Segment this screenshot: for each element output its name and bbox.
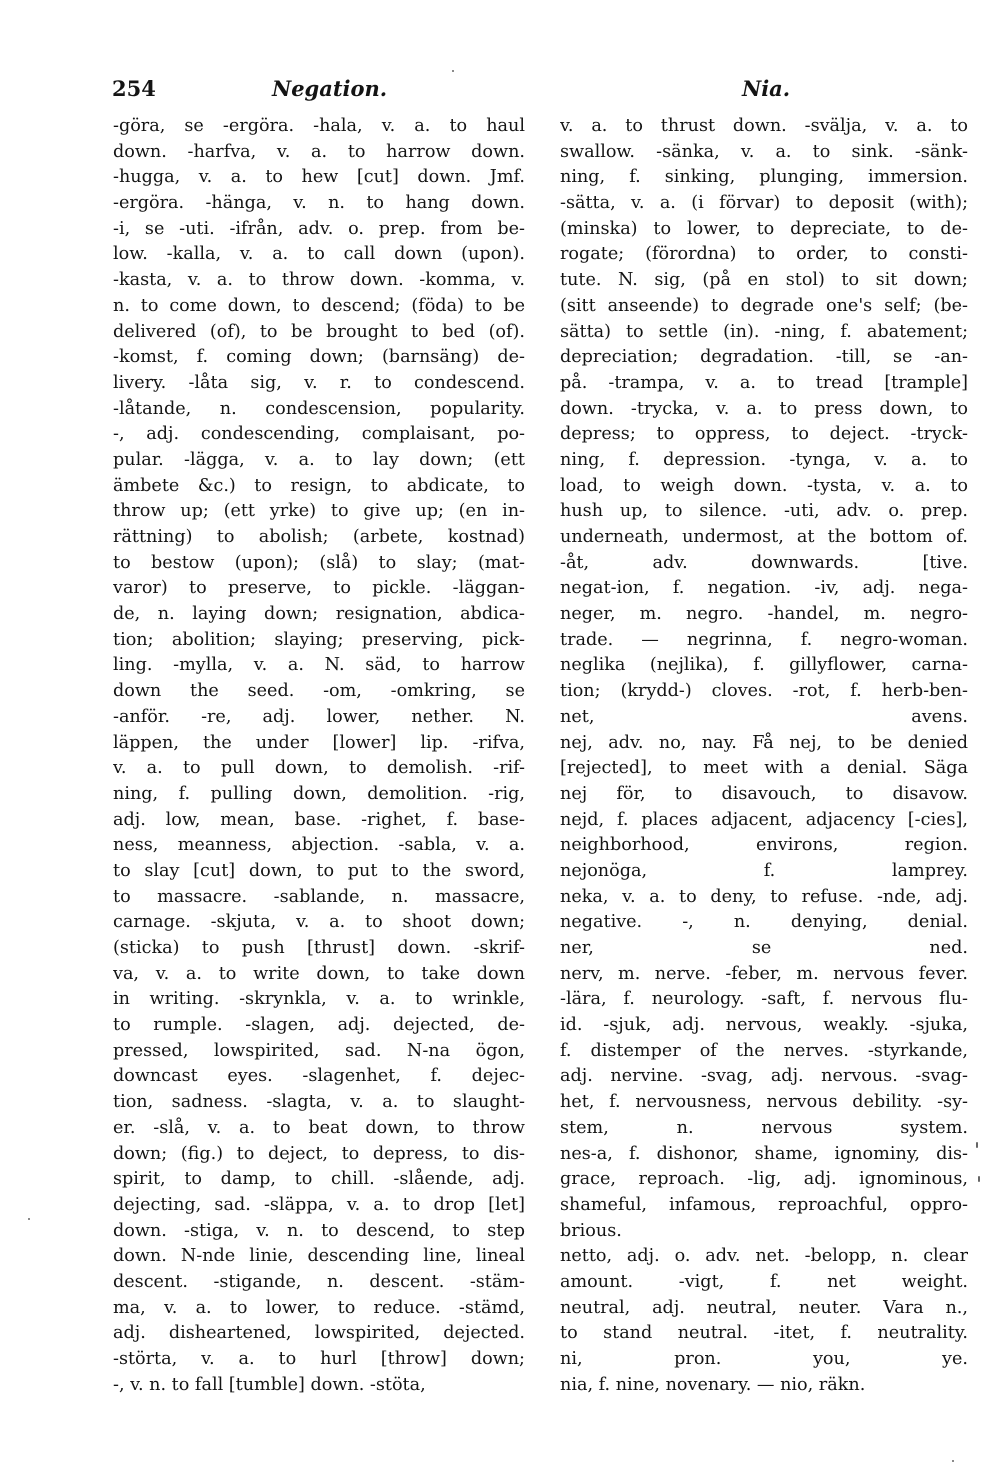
right-column-line: neka, v. a. to deny, to refuse. -nde, adj. [560,886,968,907]
left-column-line: -komst, f. coming down; (barnsäng) de- [113,347,525,368]
right-column-line: nej för, to disavouch, to disavow. [560,783,968,804]
right-column-line: -sätta, v. a. (i förvar) to deposit (with); [560,193,968,214]
right-column-line: to stand neutral. -itet, f. neutrality. [560,1323,968,1344]
left-column-line: ning, f. pulling down, demolition. -rig, [113,783,525,804]
right-column-line: nej, adv. no, nay. Få nej, to be denied [560,732,968,753]
right-column-line: netto, adj. o. adv. net. -belopp, n. clear [560,1246,968,1267]
left-column-line: ling. -mylla, v. a. N. säd, to harrow [113,655,525,676]
left-column-line: -ergöra. -hänga, v. n. to hang down. [113,193,525,214]
right-column-line: nes-a, f. dishonor, shame, ignominy, dis- [560,1143,968,1164]
left-column-line: ness, meanness, abjection. -sabla, v. a. [113,835,525,856]
left-column-line: -i, se -uti. -ifrån, adv. o. prep. from be- [113,218,525,239]
left-column-line: er. -slå, v. a. to beat down, to throw [113,1117,525,1138]
left-column-line: -hugga, v. a. to hew [cut] down. Jmf. [113,167,525,188]
left-column-line: -, v. n. to fall [tumble] down. -stöta, [113,1374,426,1395]
left-column-line: down. -stiga, v. n. to descend, to step [113,1220,525,1241]
left-column-line: delivered (of), to be brought to bed (of). [113,321,525,342]
left-column-line: to rumple. -slagen, adj. dejected, de- [113,1015,525,1036]
left-column-line: rättning) to abolish; (arbete, kostnad) [113,527,525,547]
left-column-line: down the seed. -om, -omkring, se [113,681,525,702]
right-column-line: (sitt anseende) to degrade one's self; (be- [560,295,968,316]
left-column-line: varor) to preserve, to pickle. -läggan- [113,578,525,599]
right-column-line: (minska) to lower, to depreciate, to de- [560,218,968,239]
left-column-line: -störta, v. a. to hurl [throw] down; [113,1349,525,1369]
right-column-line: depreciation; degradation. -till, se -an- [560,347,968,368]
right-column-line: tute. N. sig, (på en stol) to sit down; [560,270,968,291]
right-column-line: net, avens. [560,706,968,727]
right-column-line: trade. — negrinna, f. negro-woman. [560,629,968,650]
left-column-line: carnage. -skjuta, v. a. to shoot down; [113,912,525,933]
right-column-line: nejd, f. places adjacent, adjacency [-cies], [560,809,968,830]
left-column-line: dejecting, sad. -släppa, v. a. to drop [let] [113,1194,525,1215]
left-column-line: low. -kalla, v. a. to call down (upon). [113,244,525,265]
left-column-line: ma, v. a. to lower, to reduce. -stämd, [113,1297,525,1318]
right-column-line: negative. -, n. denying, denial. [560,912,968,933]
left-column-line: adj. disheartened, lowspirited, dejected. [113,1323,525,1344]
right-column-line: ni, pron. you, ye. [560,1349,968,1369]
left-column-line: down. N-nde linie, descending line, lineal [113,1246,525,1267]
left-column-line: v. a. to pull down, to demolish. -rif- [113,758,525,779]
left-column-line: de, n. laying down; resignation, abdica- [113,604,525,625]
left-column-line: va, v. a. to write down, to take down [113,963,525,984]
right-running-head: Nia. [742,76,791,101]
left-column-line: -anför. -re, adj. lower, nether. N. [113,706,525,727]
right-column-line: swallow. -sänka, v. a. to sink. -sänk- [560,141,968,162]
left-column-line: n. to come down, to descend; (föda) to be [113,295,525,316]
left-column-line: ämbete &c.) to resign, to abdicate, to [113,475,525,496]
left-column-line: spirit, to damp, to chill. -slående, adj. [113,1169,525,1190]
left-column-line: throw up; (ett yrke) to give up; (en in- [113,501,525,522]
left-column-line: adj. low, mean, base. -righet, f. base- [113,809,525,830]
right-column-line: -åt, adv. downwards. [tive. [560,552,968,573]
right-column-line: brious. [560,1220,622,1241]
left-column-line: to bestow (upon); (slå) to slay; (mat- [113,552,525,573]
right-column-line: ning, f. depression. -tynga, v. a. to [560,449,968,470]
right-column-line: amount. -vigt, f. net weight. [560,1271,968,1292]
left-column-line: tion; abolition; slaying; preserving, pick- [113,629,525,650]
right-column-line: nerv, m. nerve. -feber, m. nervous fever. [560,963,968,984]
right-column-line: stem, n. nervous system. [560,1117,968,1138]
right-column-line: neighborhood, environs, region. [560,835,968,856]
right-column-line: adj. nervine. -svag, adj. nervous. -svag- [560,1066,968,1087]
left-column-line: -, adj. condescending, complaisant, po- [113,424,525,445]
right-column-line: shameful, infamous, reproachful, oppro- [560,1194,968,1215]
left-column-line: downcast eyes. -slagenhet, f. dejec- [113,1066,525,1087]
left-column-line: down; (fig.) to deject, to depress, to dis- [113,1143,525,1164]
right-column-line: neutral, adj. neutral, neuter. Vara n., [560,1297,968,1318]
right-column-line: underneath, undermost, at the bottom of. [560,527,968,547]
left-column-line: läppen, the under [lower] lip. -rifva, [113,732,525,753]
page-number: 254 [112,76,156,101]
left-column-line: down. -harfva, v. a. to harrow down. [113,141,525,162]
right-column [560,114,968,1398]
right-column-line: sätta) to settle (in). -ning, f. abatement; [560,321,968,342]
right-column-line: v. a. to thrust down. -svälja, v. a. to [560,116,968,136]
right-column-line: på. -trampa, v. a. to tread [trample] [560,372,968,393]
right-column-line: -lära, f. neurology. -saft, f. nervous flu- [560,989,968,1010]
right-column-line: ning, f. sinking, plunging, immersion. [560,167,968,188]
left-column-line: -göra, se -ergöra. -hala, v. a. to haul [113,116,525,136]
right-column-line: [rejected], to meet with a denial. Säga [560,758,968,779]
left-column-line: (sticka) to push [thrust] down. -skrif- [113,938,525,958]
right-column-line: neglika (nejlika), f. gillyflower, carna- [560,655,968,676]
right-column-line: depress; to oppress, to deject. -tryck- [560,424,968,445]
right-column-line: down. -trycka, v. a. to press down, to [560,398,968,419]
left-column-line: tion, sadness. -slagta, v. a. to slaught- [113,1092,525,1113]
left-column-line: pressed, lowspirited, sad. N-na ögon, [113,1040,525,1061]
left-column-line: to slay [cut] down, to put to the sword, [113,860,525,881]
left-column-line: descent. -stigande, n. descent. -stäm- [113,1271,525,1292]
page-header [112,76,972,110]
left-running-head: Negation. [272,76,388,101]
left-column [113,114,525,1398]
left-column-line: -kasta, v. a. to throw down. -komma, v. [113,270,525,291]
right-column-line: negat-ion, f. negation. -iv, adj. nega- [560,578,968,599]
right-column-line: neger, m. negro. -handel, m. negro- [560,604,968,625]
left-column-line: to massacre. -sablande, n. massacre, [113,886,525,907]
right-column-line: hush up, to silence. -uti, adv. o. prep. [560,501,968,522]
right-column-line: ner, se ned. [560,938,968,958]
right-column-line: id. -sjuk, adj. nervous, weakly. -sjuka, [560,1015,968,1036]
left-column-line: pular. -lägga, v. a. to lay down; (ett [113,449,525,470]
right-column-line: het, f. nervousness, nervous debility. -sy- [560,1092,968,1113]
left-column-line: livery. -låta sig, v. r. to condescend. [113,372,525,393]
right-column-line: grace, reproach. -lig, adj. ignominous, [560,1169,968,1190]
right-column-line: f. distemper of the nerves. -styrkande, [560,1040,968,1061]
right-column-line: nia, f. nine, novenary. — nio, räkn. [560,1374,866,1395]
right-column-line: rogate; (förordna) to order, to consti- [560,244,968,265]
right-column-line: nejonöga, f. lamprey. [560,860,968,881]
left-column-line: in writing. -skrynkla, v. a. to wrinkle, [113,989,525,1010]
right-column-line: tion; (krydd-) cloves. -rot, f. herb-ben- [560,681,968,702]
right-column-line: load, to weigh down. -tysta, v. a. to [560,475,968,496]
left-column-line: -låtande, n. condescension, popularity. [113,398,525,419]
